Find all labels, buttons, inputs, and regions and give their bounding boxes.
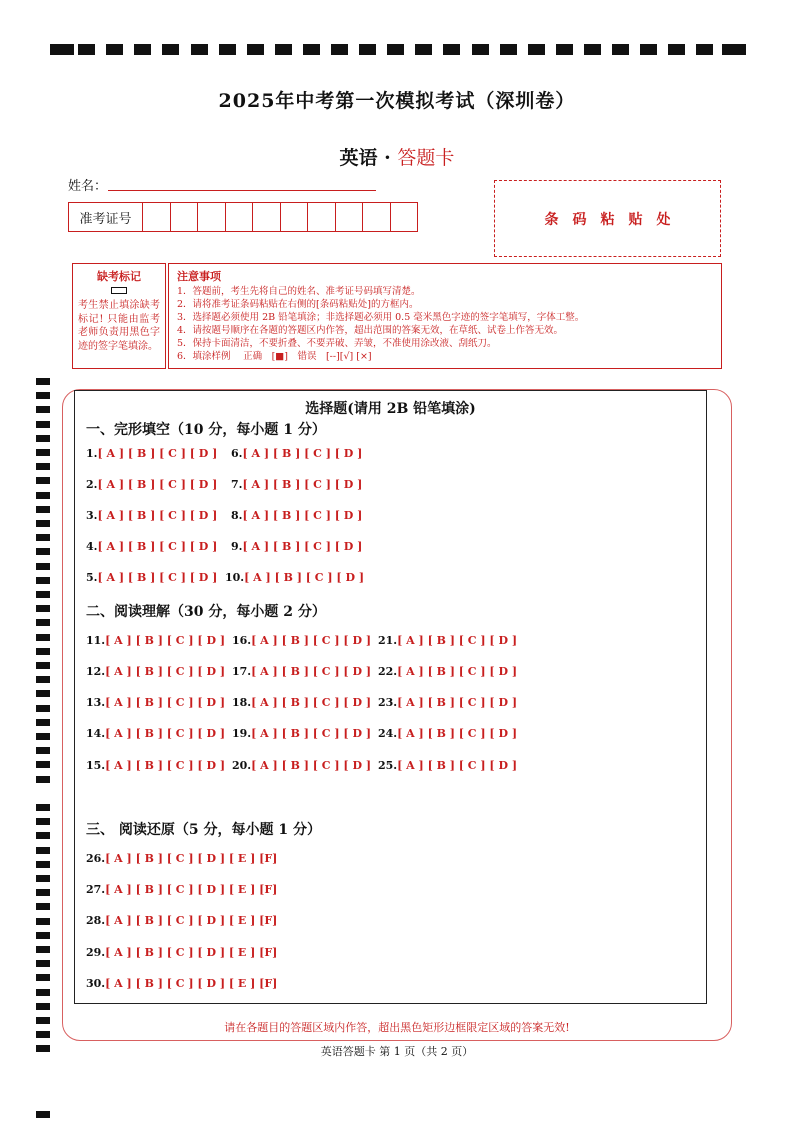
alignment-mark <box>36 804 50 811</box>
alignment-mark <box>162 44 179 55</box>
answer-options[interactable]: [ A ] [ B ] [ C ] [ D ] <box>397 696 518 709</box>
absent-title: 缺考标记 <box>97 270 141 283</box>
alignment-mark <box>387 44 404 55</box>
alignment-mark <box>134 44 151 55</box>
alignment-mark <box>36 747 50 754</box>
question-number: 2. <box>86 478 98 491</box>
alignment-mark <box>612 44 629 55</box>
alignment-mark <box>36 634 50 641</box>
alignment-mark <box>359 44 376 55</box>
alignment-mark <box>415 44 432 55</box>
answer-row[interactable] <box>232 634 371 647</box>
exam-id-cell[interactable] <box>281 203 309 231</box>
answer-row[interactable] <box>378 665 517 678</box>
question-number: 11. <box>86 634 106 647</box>
answer-options[interactable]: [ A ] [ B ] [ C ] [ D ] <box>251 727 372 740</box>
question-number: 23. <box>378 696 398 709</box>
question-number: 21. <box>378 634 398 647</box>
alignment-mark <box>36 903 50 910</box>
question-number: 29. <box>86 946 106 959</box>
question-number: 20. <box>232 759 252 772</box>
answer-row[interactable] <box>86 696 225 709</box>
alignment-mark <box>36 435 50 442</box>
alignment-mark <box>36 676 50 683</box>
alignment-mark <box>36 1111 50 1118</box>
question-number: 3. <box>86 509 98 522</box>
answer-row[interactable] <box>86 914 277 927</box>
question-number: 28. <box>86 914 106 927</box>
answer-row[interactable] <box>86 883 277 896</box>
section-title-reading: 二、阅读理解（30 分，每小题 2 分） <box>86 604 326 620</box>
notice-title: 注意事项 <box>177 270 221 283</box>
question-number: 24. <box>378 727 398 740</box>
alignment-mark <box>36 548 50 555</box>
exam-id-cell[interactable] <box>308 203 336 231</box>
question-number: 16. <box>232 634 252 647</box>
alignment-mark <box>528 44 545 55</box>
absent-mark-box <box>72 263 166 369</box>
answer-row[interactable] <box>231 540 362 553</box>
alignment-mark <box>36 605 50 612</box>
answer-options[interactable]: [ A ] [ B ] [ C ] [ D ] <box>105 759 226 772</box>
alignment-mark <box>36 861 50 868</box>
alignment-mark <box>36 449 50 456</box>
alignment-mark <box>472 44 489 55</box>
answer-row[interactable] <box>86 509 217 522</box>
notice-box <box>168 263 722 369</box>
alignment-mark <box>696 44 713 55</box>
answer-options[interactable]: [ A ] [ B ] [ C ] [ D ] <box>251 696 372 709</box>
answer-options[interactable]: [ A ] [ B ] [ C ] [ D ] <box>242 447 363 460</box>
alignment-mark <box>36 918 50 925</box>
barcode-label: 条码粘贴处 <box>544 211 685 228</box>
section-title-cloze: 一、完形填空（10 分，每小题 1 分） <box>86 422 326 438</box>
answer-options[interactable]: [ A ] [ B ] [ C ] [ D ] <box>242 478 363 491</box>
answer-row[interactable] <box>86 759 225 772</box>
answer-row[interactable] <box>378 727 517 740</box>
answer-options[interactable]: [ A ] [ B ] [ C ] [ D ] [ E ] [F] <box>105 946 278 959</box>
alignment-mark <box>36 832 50 839</box>
answer-options[interactable]: [ A ] [ B ] [ C ] [ D ] <box>97 509 218 522</box>
question-number: 27. <box>86 883 106 896</box>
alignment-mark <box>36 705 50 712</box>
question-number: 26. <box>86 852 106 865</box>
answer-options[interactable]: [ A ] [ B ] [ C ] [ D ] <box>105 727 226 740</box>
page-number: 英语答题卡 第 1 页（共 2 页） <box>320 1045 474 1058</box>
question-number: 19. <box>232 727 252 740</box>
question-number: 30. <box>86 977 106 990</box>
exam-id-label: 准考证号 <box>69 203 143 231</box>
exam-id-box <box>68 202 418 232</box>
answer-options[interactable]: [ A ] [ B ] [ C ] [ D ] <box>97 571 218 584</box>
alignment-mark <box>36 591 50 598</box>
answer-row[interactable] <box>225 571 364 584</box>
question-number: 7. <box>231 478 243 491</box>
answer-row[interactable] <box>378 696 517 709</box>
card-type: 答题卡 <box>397 147 455 169</box>
answer-row[interactable] <box>86 727 225 740</box>
name-field[interactable] <box>108 190 376 191</box>
question-number: 9. <box>231 540 243 553</box>
answer-row[interactable] <box>231 447 362 460</box>
answer-options[interactable]: [ A ] [ B ] [ C ] [ D ] <box>397 665 518 678</box>
answer-options[interactable]: [ A ] [ B ] [ C ] [ D ] <box>251 665 372 678</box>
section-title-restore: 三、 阅读还原（5 分，每小题 1 分） <box>86 822 321 838</box>
alignment-mark <box>36 776 50 783</box>
alignment-mark <box>36 406 50 413</box>
alignment-mark <box>50 44 74 55</box>
alignment-mark <box>36 534 50 541</box>
question-number: 1. <box>86 447 98 460</box>
answer-options[interactable]: [ A ] [ B ] [ C ] [ D ] <box>97 540 218 553</box>
barcode-area <box>494 180 721 257</box>
alignment-mark <box>247 44 264 55</box>
absent-mark-checkbox[interactable] <box>111 287 127 294</box>
question-number: 14. <box>86 727 106 740</box>
alignment-mark <box>36 378 50 385</box>
answer-options[interactable]: [ A ] [ B ] [ C ] [ D ] <box>242 509 363 522</box>
notice-item: 3．选择题必须使用 2B 铅笔填涂；非选择题必须用 0.5 毫米黑色字迹的签字笔填写，字体工整。 <box>177 312 585 323</box>
exam-id-cell[interactable] <box>171 203 199 231</box>
alignment-mark <box>36 662 50 669</box>
alignment-mark <box>36 648 50 655</box>
left-alignment-marks <box>36 378 52 1118</box>
notice-item: 2．请将准考证条码粘贴在右侧的[条码粘贴处]的方框内。 <box>177 299 419 310</box>
alignment-mark <box>36 690 50 697</box>
notice-item: 5．保持卡面清洁，不要折叠、不要弄破、弄皱，不准使用涂改液、刮纸刀。 <box>177 338 497 349</box>
question-number: 4. <box>86 540 98 553</box>
alignment-mark <box>275 44 292 55</box>
answer-options[interactable]: [ A ] [ B ] [ C ] [ D ] <box>105 634 226 647</box>
alignment-mark <box>36 506 50 513</box>
answer-options[interactable]: [ A ] [ B ] [ C ] [ D ] <box>97 447 218 460</box>
alignment-mark <box>36 619 50 626</box>
alignment-mark <box>36 477 50 484</box>
alignment-mark <box>36 520 50 527</box>
answer-options[interactable]: [ A ] [ B ] [ C ] [ D ] <box>105 696 226 709</box>
question-number: 5. <box>86 571 98 584</box>
question-number: 15. <box>86 759 106 772</box>
question-number: 25. <box>378 759 398 772</box>
alignment-mark <box>36 818 50 825</box>
exam-id-cell[interactable] <box>363 203 391 231</box>
alignment-mark <box>36 392 50 399</box>
exam-id-cells[interactable] <box>143 203 417 231</box>
exam-id-cell[interactable] <box>391 203 418 231</box>
exam-id-cell[interactable] <box>198 203 226 231</box>
question-number: 12. <box>86 665 106 678</box>
alignment-mark <box>722 44 746 55</box>
exam-title: 2025年中考第一次模拟考试（深圳卷） <box>218 90 576 112</box>
exam-id-cell[interactable] <box>253 203 281 231</box>
footer-warning: 请在各题目的答题区域内作答，超出黑色矩形边框限定区域的答案无效! <box>224 1021 570 1034</box>
choice-section-title: 选择题(请用 2B 铅笔填涂) <box>305 401 476 417</box>
answer-options[interactable]: [ A ] [ B ] [ C ] [ D ] <box>105 665 226 678</box>
alignment-mark <box>303 44 320 55</box>
answer-row[interactable] <box>231 478 362 491</box>
top-alignment-marks <box>50 44 746 56</box>
answer-options[interactable]: [ A ] [ B ] [ C ] [ D ] [ E ] [F] <box>105 883 278 896</box>
answer-options[interactable]: [ A ] [ B ] [ C ] [ D ] <box>397 727 518 740</box>
alignment-mark <box>36 492 50 499</box>
question-number: 8. <box>231 509 243 522</box>
answer-row[interactable] <box>86 540 217 553</box>
answer-row[interactable] <box>232 727 371 740</box>
answer-row[interactable] <box>232 759 371 772</box>
answer-options[interactable]: [ A ] [ B ] [ C ] [ D ] <box>244 571 365 584</box>
answer-row[interactable] <box>86 478 217 491</box>
question-number: 22. <box>378 665 398 678</box>
answer-options[interactable]: [ A ] [ B ] [ C ] [ D ] [ E ] [F] <box>105 914 278 927</box>
alignment-mark <box>36 946 50 953</box>
answer-options[interactable]: [ A ] [ B ] [ C ] [ D ] <box>242 540 363 553</box>
alignment-mark <box>36 889 50 896</box>
alignment-mark <box>36 847 50 854</box>
notice-item: 6．填涂样例 正确 [■] 错误 [--][√] [×] <box>177 351 372 362</box>
answer-options[interactable]: [ A ] [ B ] [ C ] [ D ] <box>397 759 518 772</box>
notice-item: 1．答题前，考生先将自己的姓名、准考证号码填写清楚。 <box>177 286 421 297</box>
answer-options[interactable]: [ A ] [ B ] [ C ] [ D ] <box>397 634 518 647</box>
answer-options[interactable]: [ A ] [ B ] [ C ] [ D ] <box>251 759 372 772</box>
notice-item: 4．请按题号顺序在各题的答题区内作答，超出范围的答案无效，在草纸、试卷上作答无效。 <box>177 325 564 336</box>
question-number: 10. <box>225 571 245 584</box>
question-number: 18. <box>232 696 252 709</box>
alignment-mark <box>36 932 50 939</box>
alignment-mark <box>191 44 208 55</box>
card-subject: 英语 <box>339 147 378 169</box>
answer-row[interactable] <box>86 852 277 865</box>
alignment-mark <box>36 974 50 981</box>
alignment-mark <box>36 463 50 470</box>
answer-row[interactable] <box>86 665 225 678</box>
alignment-mark <box>36 421 50 428</box>
name-label: 姓名： <box>68 179 108 194</box>
question-number: 6. <box>231 447 243 460</box>
exam-id-cell[interactable] <box>336 203 364 231</box>
answer-row[interactable] <box>378 759 517 772</box>
alignment-mark <box>106 44 123 55</box>
exam-id-cell[interactable] <box>226 203 254 231</box>
answer-row[interactable] <box>232 696 371 709</box>
alignment-mark <box>331 44 348 55</box>
answer-row[interactable] <box>86 571 217 584</box>
alignment-mark <box>584 44 601 55</box>
alignment-mark <box>36 733 50 740</box>
answer-row[interactable] <box>231 509 362 522</box>
answer-options[interactable]: [ A ] [ B ] [ C ] [ D ] <box>251 634 372 647</box>
alignment-mark <box>36 563 50 570</box>
question-number: 13. <box>86 696 106 709</box>
answer-row[interactable] <box>86 977 277 990</box>
alignment-mark <box>668 44 685 55</box>
alignment-mark <box>219 44 236 55</box>
alignment-mark <box>640 44 657 55</box>
answer-row[interactable] <box>232 665 371 678</box>
question-number: 17. <box>232 665 252 678</box>
alignment-mark <box>36 989 50 996</box>
card-title <box>0 143 794 170</box>
alignment-mark <box>36 960 50 967</box>
exam-id-cell[interactable] <box>143 203 171 231</box>
answer-row[interactable] <box>86 946 277 959</box>
alignment-mark <box>443 44 460 55</box>
alignment-mark <box>36 1003 50 1010</box>
answer-options[interactable]: [ A ] [ B ] [ C ] [ D ] [ E ] [F] <box>105 977 278 990</box>
card-separator: · <box>377 147 398 169</box>
answer-row[interactable] <box>86 634 225 647</box>
alignment-mark <box>500 44 517 55</box>
answer-row[interactable] <box>86 447 217 460</box>
alignment-mark <box>78 44 95 55</box>
alignment-mark <box>36 875 50 882</box>
absent-note: 考生禁止填涂缺考标记! 只能由监考老师负责用黑色字迹的签字笔填涂。 <box>78 300 160 352</box>
alignment-mark <box>36 719 50 726</box>
answer-options[interactable]: [ A ] [ B ] [ C ] [ D ] <box>97 478 218 491</box>
answer-row[interactable] <box>378 634 517 647</box>
answer-options[interactable]: [ A ] [ B ] [ C ] [ D ] [ E ] [F] <box>105 852 278 865</box>
alignment-mark <box>556 44 573 55</box>
alignment-mark <box>36 761 50 768</box>
alignment-mark <box>36 577 50 584</box>
